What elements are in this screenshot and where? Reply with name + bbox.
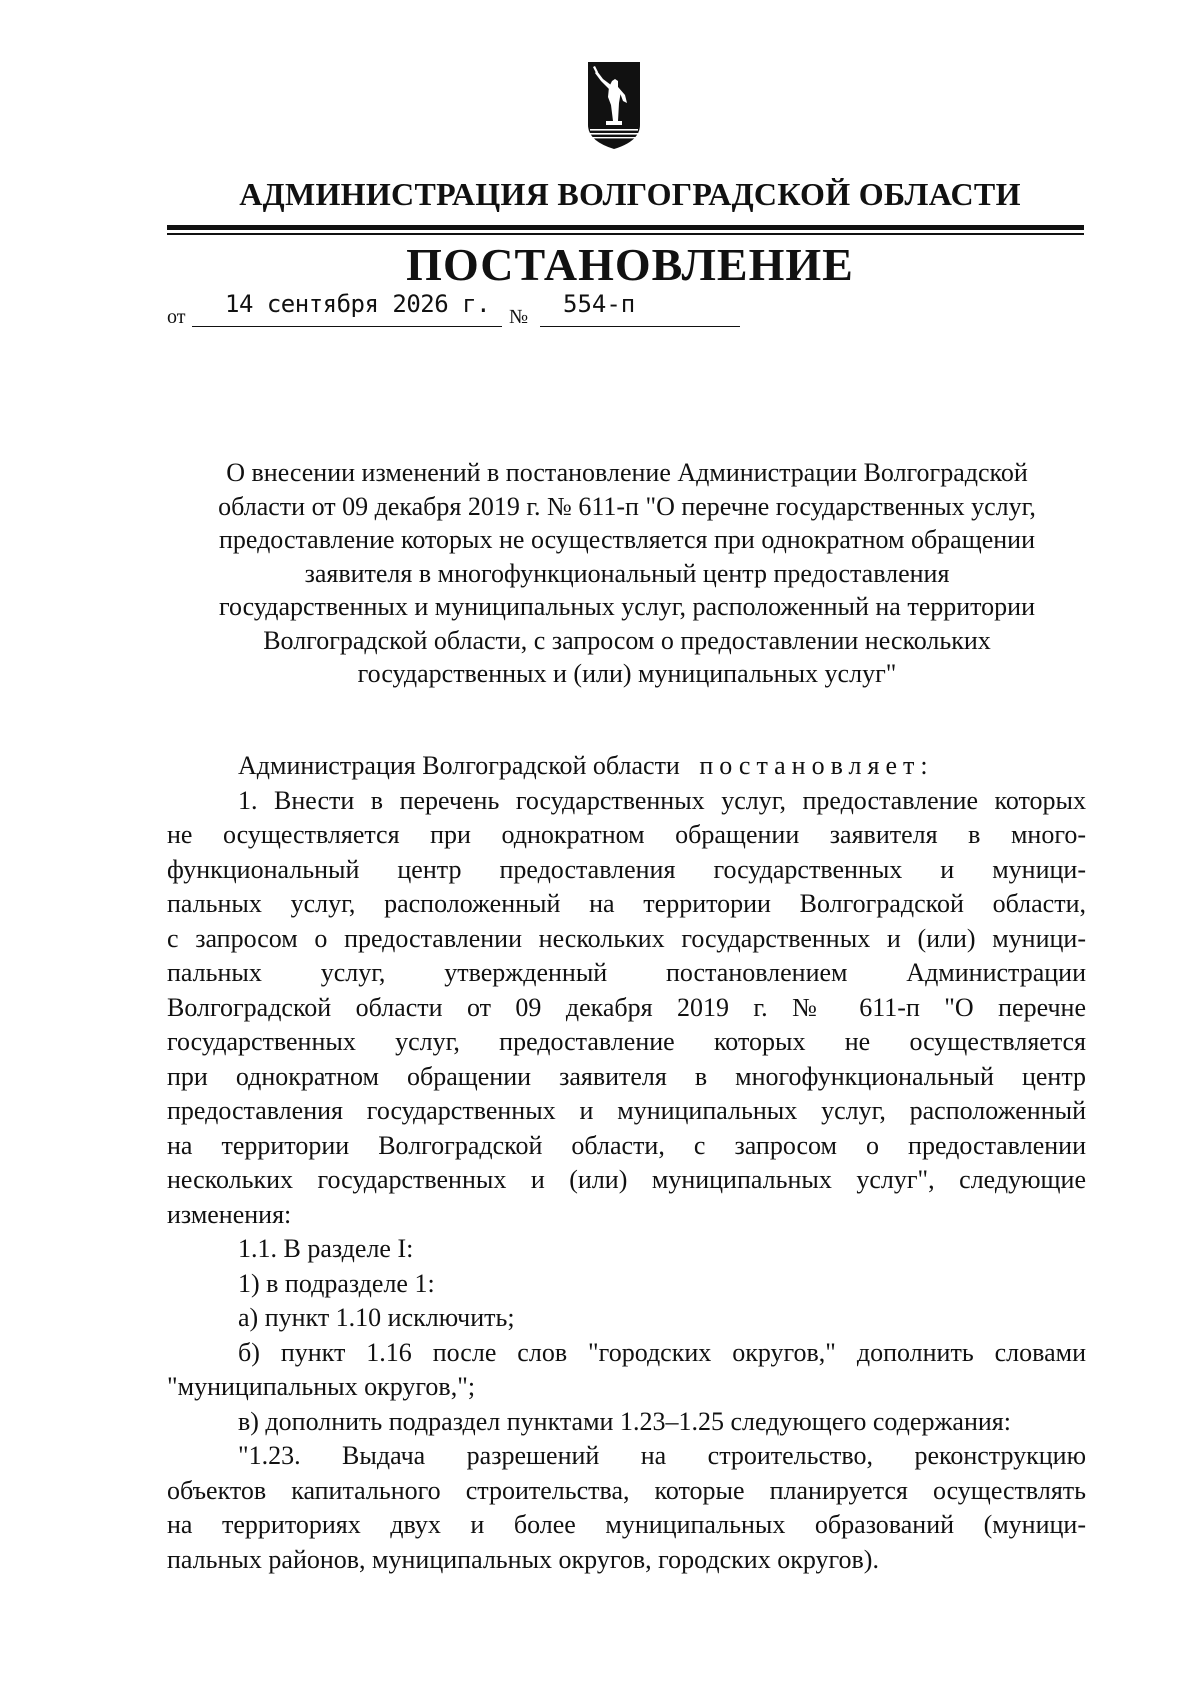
body-line: при однократном обращении заявителя в многофункциональный центр bbox=[167, 1061, 1086, 1091]
list-item: в) дополнить подраздел пунктами 1.23–1.25 следующего содержания: bbox=[238, 1406, 1011, 1436]
title-line: государственных и муниципальных услуг, расположенный на территории bbox=[219, 592, 1035, 621]
title-line: О внесении изменений в постановление Администрации Волгоградской bbox=[226, 458, 1028, 487]
date-prefix: от bbox=[167, 306, 186, 328]
preamble-verb: постановляет: bbox=[699, 751, 934, 780]
body-line: пальных услуг, расположенный на территории Волгоградской области, bbox=[167, 889, 1086, 918]
list-item: а) пункт 1.10 исключить; bbox=[238, 1303, 515, 1332]
list-item: б) пункт 1.16 после слов "городских округов," дополнить словами bbox=[238, 1337, 1086, 1367]
body-line: на территории Волгоградской области, с запросом о предоставлении bbox=[167, 1130, 1086, 1160]
quoted-item: "1.23. Выдача разрешений на строительство, реконструкцию bbox=[238, 1441, 1086, 1470]
subsection-heading: 1) в подразделе 1: bbox=[238, 1268, 435, 1298]
title-line: Волгоградской области, с запросом о предоставлении нескольких bbox=[263, 625, 991, 655]
header-rule-thin bbox=[167, 233, 1084, 235]
body-line: объектов капитального строительства, которые планируется осуществлять bbox=[167, 1475, 1086, 1505]
number-underline bbox=[540, 326, 740, 327]
issuing-authority: АДМИНИСТРАЦИЯ ВОЛГОГРАДСКОЙ ОБЛАСТИ bbox=[239, 176, 1021, 212]
body-line: на территориях двух и более муниципальных образований (муници- bbox=[167, 1510, 1086, 1539]
body-line: пальных районов, муниципальных округов, городских округов). bbox=[167, 1544, 879, 1574]
title-line: заявителя в многофункциональный центр предоставления bbox=[304, 558, 950, 588]
preamble-subject: Администрация Волгоградской области bbox=[238, 751, 680, 780]
document-title bbox=[170, 456, 1084, 691]
body-line: не осуществляется при однократном обращении заявителя в много- bbox=[167, 820, 1086, 849]
date-underline bbox=[192, 326, 502, 327]
document-body bbox=[167, 749, 1086, 1577]
body-line: нескольких государственных и (или) муниципальных услуг", следующие bbox=[167, 1165, 1086, 1194]
section-heading: 1.1. В разделе I: bbox=[238, 1234, 414, 1263]
preamble bbox=[167, 749, 1086, 784]
body-line: изменения: bbox=[167, 1199, 292, 1229]
body-line: предоставления государственных и муниципальных услуг, расположенный bbox=[167, 1096, 1086, 1125]
body-line: функциональный центр предоставления государственных и муници- bbox=[167, 854, 1086, 884]
number-prefix: № bbox=[509, 306, 529, 328]
body-line: пальных услуг, утвержденный постановлением Администрации bbox=[167, 958, 1086, 987]
title-line: области от 09 декабря 2019 г. № 611-п "О перечне государственных услуг, bbox=[218, 491, 1036, 521]
body-line: Волгоградской области от 09 декабря 2019 г. № 611-п "О перечне bbox=[167, 992, 1086, 1022]
title-line: государственных и (или) муниципальных услуг" bbox=[357, 659, 897, 688]
title-line: предоставление которых не осуществляется при однократном обращении bbox=[218, 525, 1036, 554]
body-line: государственных услуг, предоставление которых не осуществляется bbox=[167, 1027, 1086, 1056]
body-line: с запросом о предоставлении нескольких государственных и (или) муници- bbox=[167, 923, 1086, 953]
document-date: 14 сентября 2026 г. bbox=[225, 290, 491, 318]
body-line: "муниципальных округов,"; bbox=[167, 1372, 476, 1401]
body-line: 1. Внести в перечень государственных услуг, предоставление которых bbox=[238, 785, 1086, 815]
document-number: 554-п bbox=[563, 290, 636, 318]
header-rule-thick bbox=[167, 225, 1084, 230]
coat-of-arms-icon bbox=[587, 61, 641, 151]
document-type: ПОСТАНОВЛЕНИЕ bbox=[406, 239, 854, 290]
